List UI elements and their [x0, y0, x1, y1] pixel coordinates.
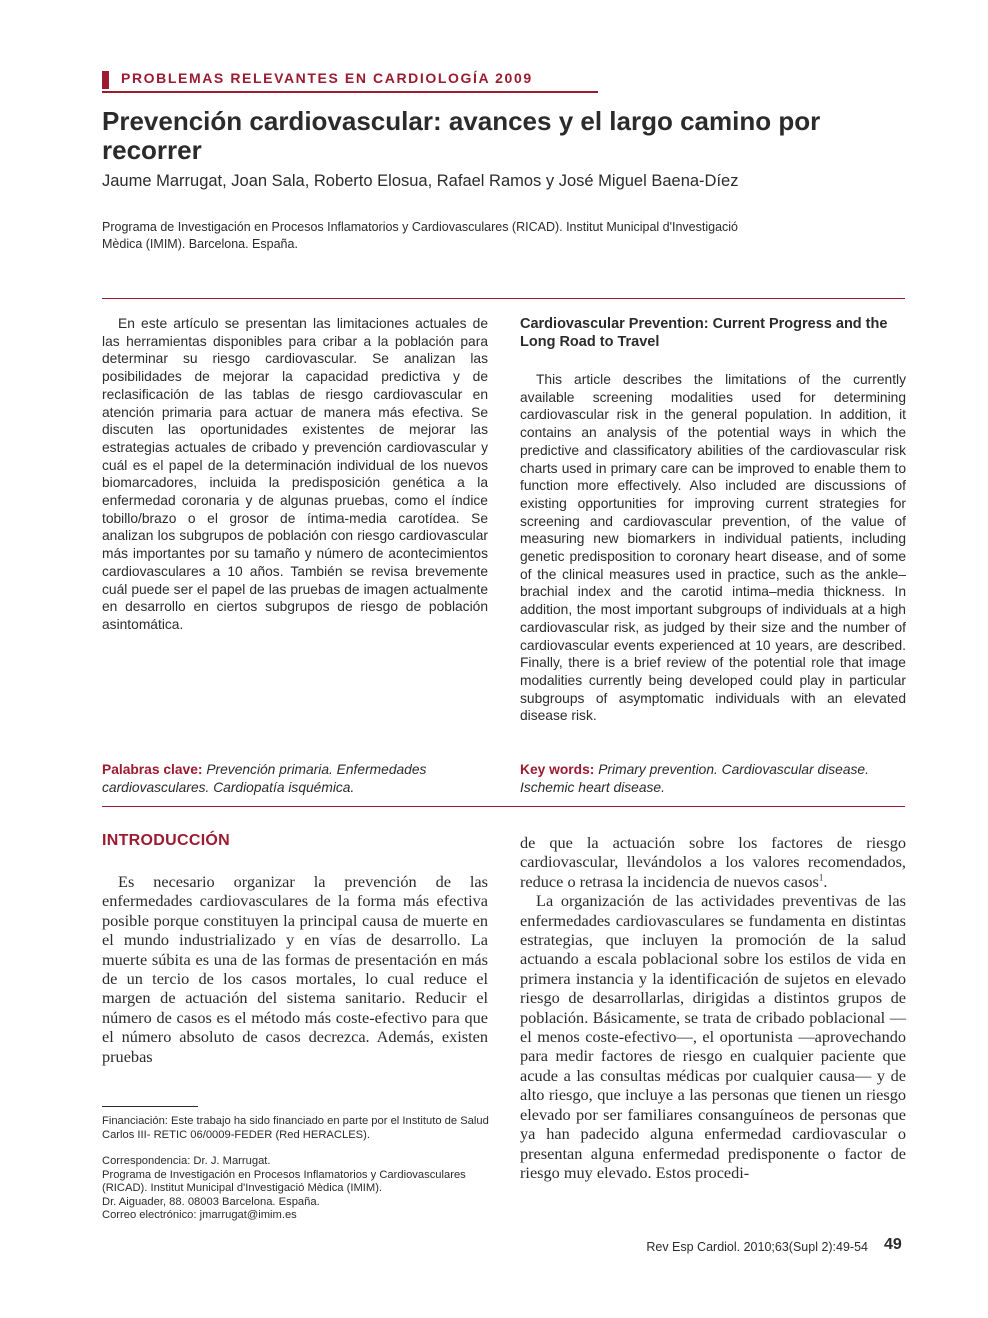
introduction-paragraph-1: Es necesario organizar la prevención de las enfermedades cardiovasculares de la forma más efectiva posible porque constituyen la principal causa de muerte en el mundo industrializado y en vías de desarrollo. La muerte súbita es una de las formas de presentación en más de un tercio de los casos mortales, lo cual reduce el margen de actuación del sistema sanitario. Reducir el número de casos es el método más coste-efectivo para que el número absoluto de casos decrezca. Además, existen pruebas — [102, 872, 488, 1066]
correspondence-line: Dr. Aiguader, 88. 08003 Barcelona. España. — [102, 1195, 320, 1208]
keywords-english-value: Primary prevention. Cardiovascular disease. Ischemic heart disease. — [520, 762, 869, 795]
funding-footnote: Financiación: Este trabajo ha sido financiado en parte por el Instituto de Salud Carlos III- RETIC 06/0009-FEDER (Red HERACLES). — [102, 1115, 489, 1141]
abstract-spanish-text: En este artículo se presentan las limitaciones actuales de las herramientas disponibles para cribar a la población para determinar su riesgo cardiovascular. Se analizan las posibilidades de mejorar la capacidad predictiva y de reclasificación de las tablas de riesgo cardiovascular en atención primaria para actuar de manera más efectiva. Se discuten las oportunidades existentes de mejorar las estrategias actuales de cribado y prevención cardiovascular y cuál es el papel de la determinación individual de los nuevos biomarcadores, incluida la predisposición genética a la enfermedad coronaria y de algunas pruebas, como el índice tobillo/brazo o el grosor de íntima-media carotídea. Se analizan los subgrupos de población con riesgo cardiovascular más importantes por su tamaño y número de acontecimientos cardiovasculares a 10 años. También se revisa brevemente cuál puede ser el papel de las pruebas de imagen actualmente en desarrollo en ciertos subgrupos de riesgo de población asintomática. — [102, 316, 488, 632]
section-tag — [102, 68, 598, 93]
introduction-heading: INTRODUCCIÓN — [102, 832, 231, 849]
divider-bottom — [102, 806, 905, 807]
correspondence-line: Correspondencia: Dr. J. Marrugat. — [102, 1155, 271, 1167]
keywords-spanish-label: Palabras clave: — [102, 762, 203, 777]
abstract-english-text: This article describes the limitations of the currently available screening modalities used for determining cardiovascular risk in the general population. In addition, it contains an analysis of the potential ways in which the predictive and classificatory abilities of the cardiovascular risk charts used in primary care can be improved to enable them to function more effectively. Also included are discussions of existing opportunities for improving current strategies for screening and cardiovascular prevention, of the value of measuring new biomarkers in individual patients, including genetic predisposition to coronary heart disease, and of some of the clinical measures used in practice, such as the ankle–brachial index and the carotid intima–media thickness. In addition, the most important subgroups of individuals at a high cardiovascular risk, as judged by their size and the number of cardiovascular events experienced at 10 years, are described. Finally, there is a brief review of the potential role that image modalities currently being developed could play in particular subgroups of asymptomatic individuals with an elevated disease risk. — [520, 372, 906, 724]
keywords-spanish-value: Prevención primaria. Enfermedades cardiovasculares. Cardiopatía isquémica. — [102, 762, 427, 795]
introduction-paragraph-2: La organización de las actividades preventivas de las enfermedades cardiovasculares se fundamenta en distintas estrategias, que incluyen la promoción de la salud actuando a escala poblacional sobre los estilos de vida en primera instancia y la identificación de sujetos en elevado riesgo de desarrollarlas, dirigidas a distintos grupos de población. Básicamente, se trata de cribado poblacional —el menos coste-efectivo—, el oportunista —aprovechando para medir factores de riesgo en cualquier paciente que acude a las consultas médicas por cualquier causa— y de alto riesgo, que incluye a las personas que tienen un riesgo elevado por ser familiares consanguíneos de personas que ya han padecido alguna enfermedad cardiovascular o presentan alguna enfermedad predisponente o factor de riesgo muy elevado. Estos procedi- — [520, 891, 906, 1182]
keywords-spanish — [102, 761, 488, 796]
article-title: Prevención cardiovascular: avances y el largo camino por recorrer — [102, 106, 821, 165]
reference-superscript: 1 — [818, 872, 824, 883]
divider-top — [102, 298, 905, 299]
footnote-rule — [102, 1106, 198, 1107]
abstract-english — [520, 371, 906, 725]
correspondence-line: Programa de Investigación en Procesos Inflamatorios y Cardiovasculares (RICAD). Institut Municipal d'Investigació Mèdica (IMIM). — [102, 1168, 466, 1195]
article-authors: Jaume Marrugat, Joan Sala, Roberto Elosua, Rafael Ramos y José Miguel Baena-Díez — [102, 172, 739, 190]
article-affiliation: Programa de Investigación en Procesos Inflamatorios y Cardiovasculares (RICAD). Institut Municipal d'Investigació Mèdica (IMIM). Barcelona. España. — [102, 220, 738, 251]
introduction-paragraph-1-continued — [520, 833, 906, 891]
journal-citation: Rev Esp Cardiol. 2010;63(Supl 2):49-54 — [646, 1240, 868, 1254]
keywords-english — [520, 761, 906, 796]
keywords-english-label: Key words: — [520, 762, 595, 777]
section-tag-label: PROBLEMAS RELEVANTES EN CARDIOLOGÍA 2009 — [121, 70, 533, 86]
introduction-column-right — [520, 833, 906, 1182]
abstract-spanish — [102, 315, 488, 634]
section-tag-bar — [102, 71, 109, 89]
correspondence-footnote — [102, 1155, 502, 1223]
correspondence-email: Correo electrónico: jmarrugat@imim.es — [102, 1209, 297, 1222]
introduction-paragraph-1-continued-text: de que la actuación sobre los factores de riesgo cardiovascular, llevándolos a los valores recomendados, reduce o retrasa la incidencia de nuevos casos — [520, 833, 906, 891]
introduction-column-left — [102, 872, 488, 1066]
abstract-english-title: Cardiovascular Prevention: Current Progress and the Long Road to Travel — [520, 316, 888, 350]
introduction-paragraph-1-end: . — [823, 871, 828, 891]
page-number: 49 — [884, 1236, 902, 1253]
